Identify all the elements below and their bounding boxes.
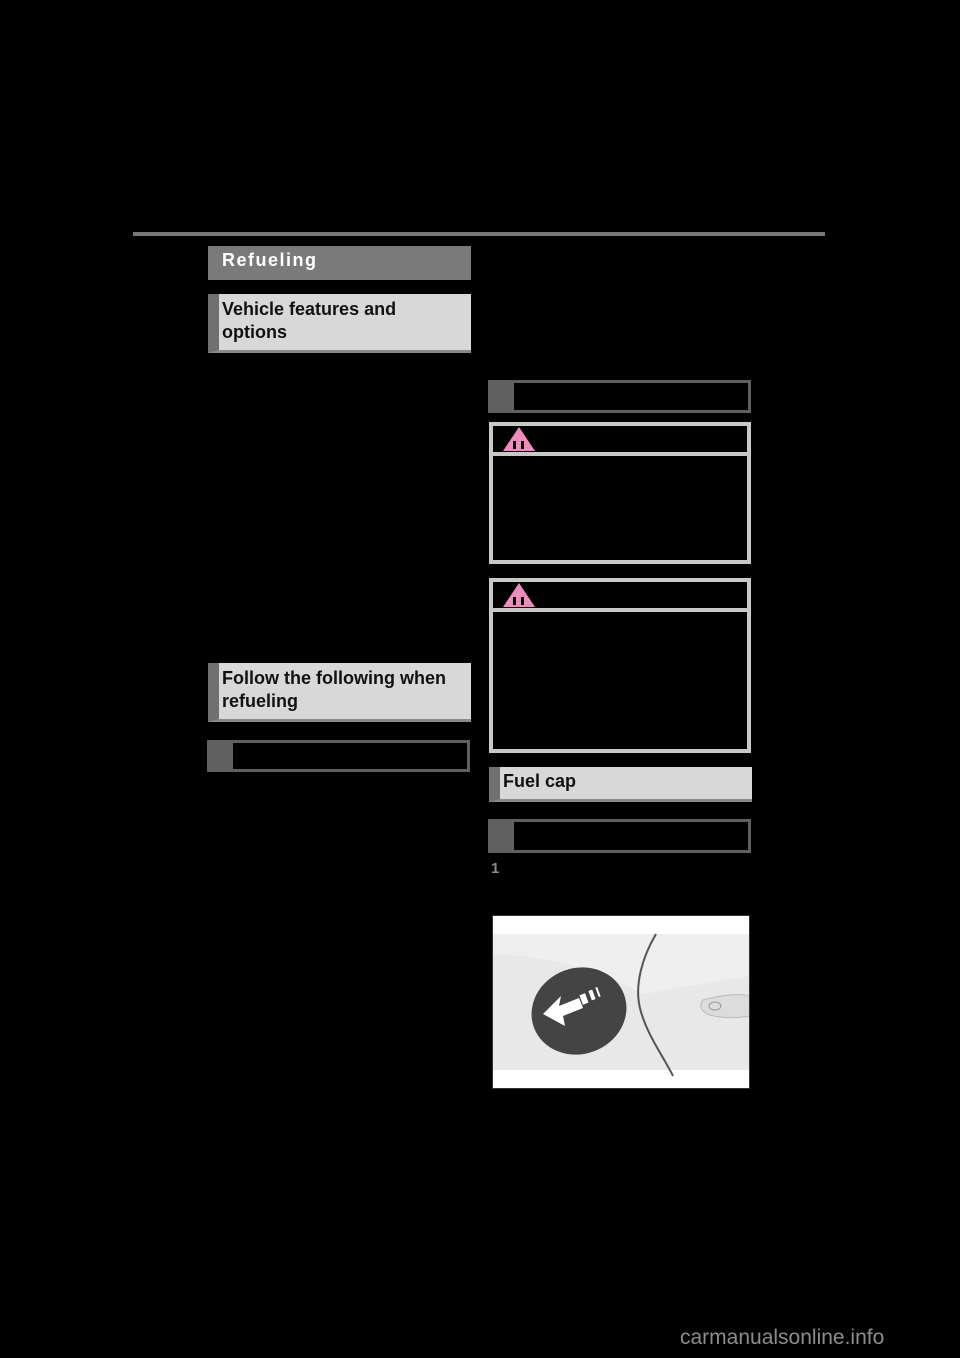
section-title: Fuel cap <box>503 771 577 791</box>
watermark: carmanualsonline.info <box>680 1326 885 1349</box>
section-heading-vehicle-features <box>208 294 471 353</box>
caution-header <box>493 426 747 456</box>
warning-triangle-icon <box>502 426 536 452</box>
subheading-box-right-1 <box>488 380 751 413</box>
section-title: Vehicle features and options <box>222 299 397 342</box>
caution-box-2 <box>489 578 751 753</box>
header-rule <box>133 232 825 236</box>
fuel-door-illustration <box>493 916 750 1089</box>
warning-triangle-icon <box>502 582 536 608</box>
subheading-box-right-2 <box>488 819 751 853</box>
subheading-tab <box>488 819 514 853</box>
step-number: 1 <box>491 860 500 877</box>
caution-header <box>493 582 747 612</box>
caution-box-1 <box>489 422 751 564</box>
section-heading-fuel-cap <box>489 767 752 802</box>
subheading-tab <box>488 380 514 413</box>
chapter-title: Refueling <box>222 250 318 270</box>
subheading-box-left <box>207 740 470 772</box>
section-title: Follow the following when refueling <box>222 668 446 711</box>
subheading-tab <box>207 740 233 772</box>
chapter-title-bar <box>208 246 471 280</box>
section-heading-follow-when-refueling <box>208 663 471 722</box>
fuel-door-figure <box>492 915 750 1089</box>
